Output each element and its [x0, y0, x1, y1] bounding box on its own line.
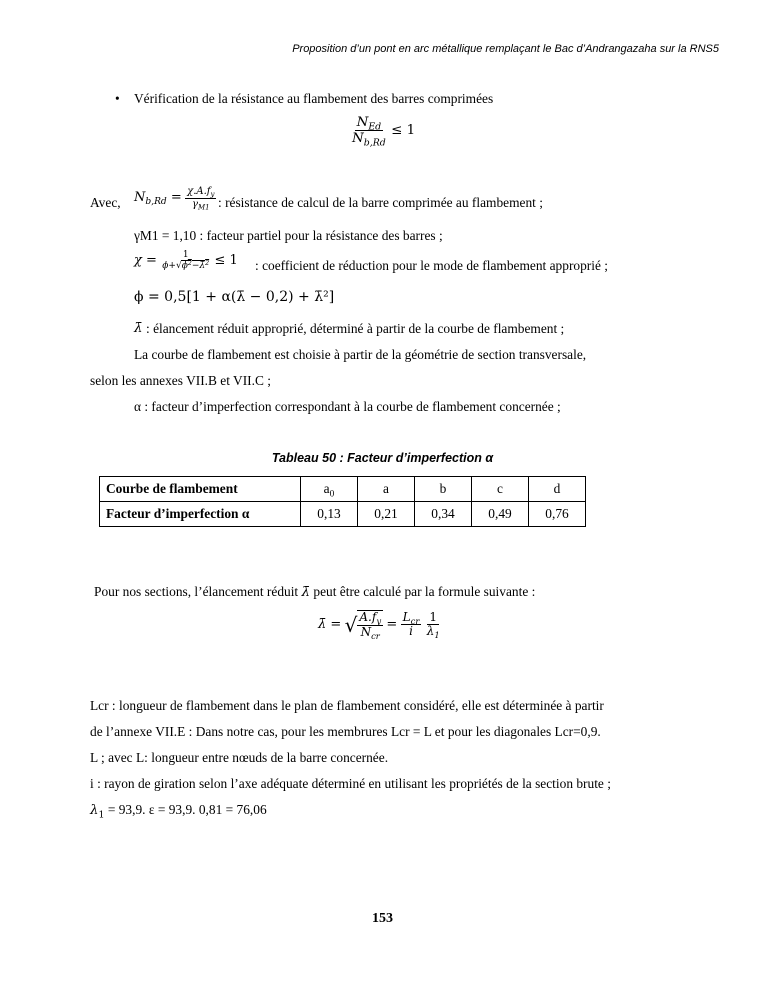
table-row	[100, 502, 586, 527]
factor-cell-b: 0,34	[415, 502, 472, 527]
nbrd-subscript: b,Rd	[363, 137, 386, 149]
running-header: Proposition d’un pont en arc métallique remplaçant le Bac d’Andrangazaha sur la RNS5	[292, 43, 719, 55]
main-formula: $\frac{N_{Ed}}{N_{b,Rd}}$ ≤ 1	[352, 115, 416, 149]
nbrd-formula: $N_{b,Rd}$ = $\frac{\chi.A.f_y}{\gamma_{M1}}$	[134, 186, 215, 211]
gamma-m1-line: γM1 = 1,10 : facteur partiel pour la résistance des barres ;	[134, 228, 443, 243]
curve-cell-c: c	[472, 477, 529, 502]
nbrd-description: : résistance de calcul de la barre comprimée au flambement ;	[218, 195, 543, 210]
curve-cell-a0: $a_0$	[301, 477, 358, 502]
curve-cell-a: a	[358, 477, 415, 502]
curve-cell-d: d	[529, 477, 586, 502]
row-label-facteur: Facteur d’imperfection α	[100, 502, 301, 527]
i-definition: i : rayon de giration selon l’axe adéquate déterminé en utilisant les propriétés de la section brute ;	[90, 776, 611, 791]
section-heading: Vérification de la résistance au flambement des barres comprimées	[134, 91, 494, 106]
page-number: 153	[372, 911, 393, 926]
factor-cell-a: 0,21	[358, 502, 415, 527]
table-caption: Tableau 50 : Facteur d’imperfection α	[271, 451, 494, 465]
chi-description: : coefficient de réduction pour le mode de flambement approprié ;	[255, 258, 608, 273]
lambda-bar-symbol: λ̄	[134, 321, 143, 336]
factor-cell-d: 0,76	[529, 502, 586, 527]
courbe-line-1: La courbe de flambement est choisie à partir de la géométrie de section transversale,	[134, 347, 587, 362]
slenderness-intro: Pour nos sections, l’élancement réduit λ̄ peut être calculé par la formule suivante :	[94, 584, 536, 600]
factor-cell-c: 0,49	[472, 502, 529, 527]
chi-formula: χ = $\frac{1}{\phi+√\phi^2-\lambdā^2}$ ≤ 1	[134, 250, 238, 272]
lcr-line-1: Lcr : longueur de flambement dans le plan de flambement considéré, elle est déterminée à partir	[90, 698, 604, 713]
imperfection-table	[99, 476, 586, 527]
lambda-description: : élancement réduit approprié, déterminé à partir de la courbe de flambement ;	[146, 321, 565, 336]
curve-cell-b: b	[415, 477, 472, 502]
ned-subscript: Ed	[368, 121, 382, 133]
lambda-bar-formula: λ̄ = √ $\frac{A.f_y}{N_{cr}}$ = $\frac{L_{cr}}{i}$ $\frac{1}{\lambda_1}$	[318, 609, 440, 641]
phi-formula: ϕ = 0,5[1 + α(λ̄ − 0,2) + λ̄²]	[134, 289, 335, 305]
lambda1-line: $\lambda_1 = 93,9$. ε = 93,9. 0,81 = 76,06	[90, 802, 267, 821]
alpha-description: α : facteur d’imperfection correspondant à la courbe de flambement concernée ;	[134, 399, 561, 414]
lcr-line-2: de l’annexe VII.E : Dans notre cas, pour les membrures Lcr = L et pour les diagonales Lcr=0,9.	[90, 724, 601, 739]
courbe-line-2: selon les annexes VII.B et VII.C ;	[90, 373, 271, 388]
row-label-courbe: Courbe de flambement	[100, 477, 301, 502]
table-row	[100, 477, 586, 502]
bullet-icon: •	[115, 91, 120, 106]
main-formula-rhs: ≤ 1	[391, 122, 416, 138]
avec-label: Avec,	[90, 195, 121, 210]
l-definition: L ; avec L: longueur entre nœuds de la barre concernée.	[90, 750, 389, 765]
factor-cell-a0: 0,13	[301, 502, 358, 527]
